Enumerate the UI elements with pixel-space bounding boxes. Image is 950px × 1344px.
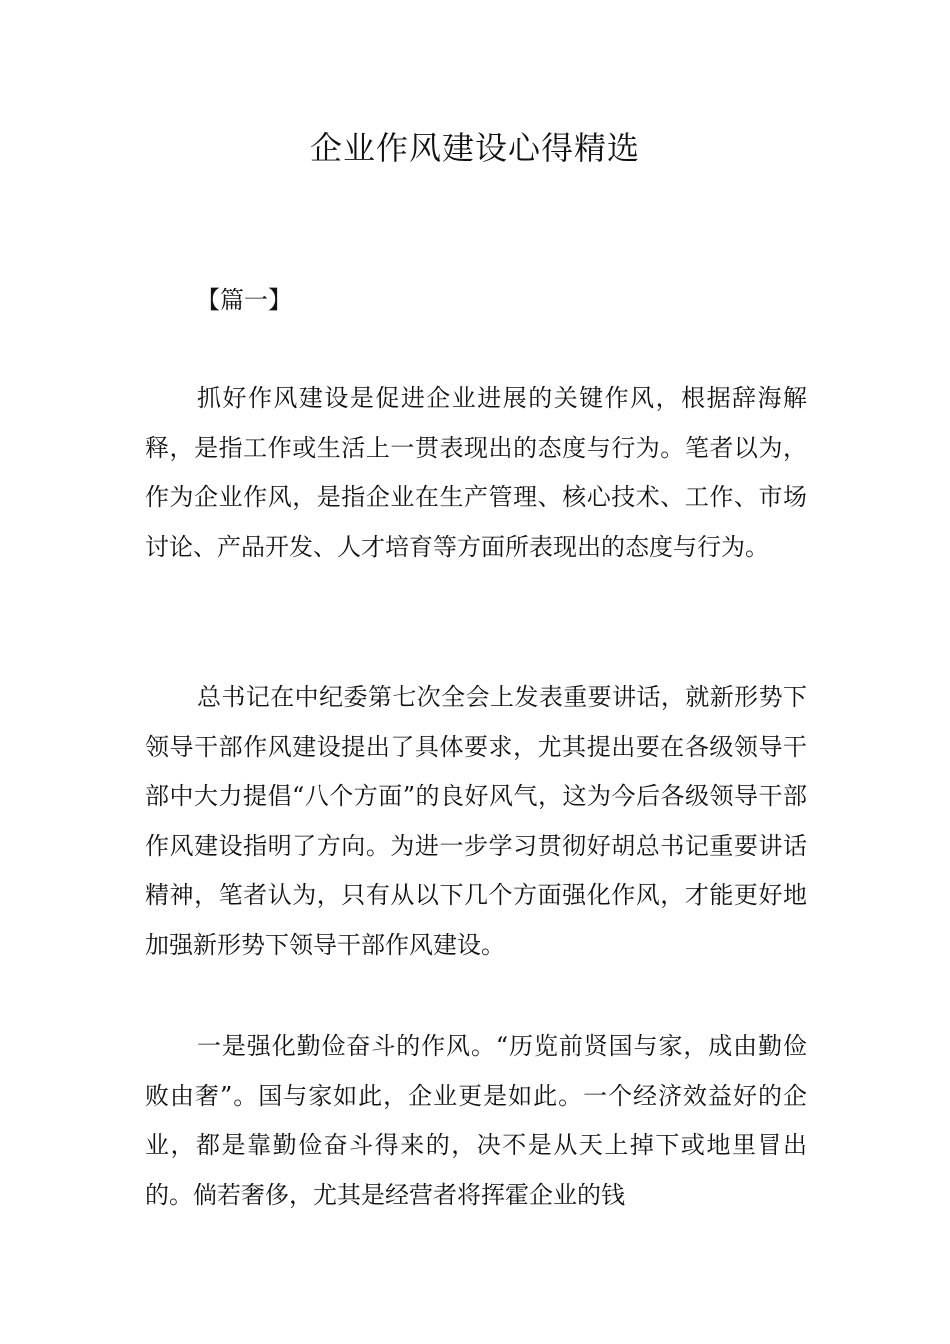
paragraph-1: 抓好作风建设是促进企业进展的关键作风，根据辞海解释，是指工作或生活上一贯表现出的态度与行为。笔者以为，作为企业作风，是指企业在生产管理、核心技术、工作、市场讨论、产品开发、人才培育等方面所表现出的态度与行为。 (145, 384, 807, 561)
section-label: 【篇一】 (196, 286, 292, 314)
paragraph-3: 一是强化勤俭奋斗的作风。“历览前贤国与家，成由勤俭败由奢”。国与家如此，企业更是如此。一个经济效益好的企业，都是靠勤俭奋斗得来的，决不是从天上掉下或地里冒出的。倘若奢侈，尤其是经营者将挥霍企业的钱 (145, 1032, 807, 1209)
paragraph-2: 总书记在中纪委第七次全会上发表重要讲话，就新形势下领导干部作风建设提出了具体要求，尤其提出要在各级领导干部中大力提倡“八个方面”的良好风气，这为今后各级领导干部作风建设指明了方向。为进一步学习贯彻好胡总书记重要讲话精神，笔者认为，只有从以下几个方面强化作风，才能更好地加强新形势下领导干部作风建设。 (145, 683, 807, 959)
document-title: 企业作风建设心得精选 (309, 129, 640, 167)
